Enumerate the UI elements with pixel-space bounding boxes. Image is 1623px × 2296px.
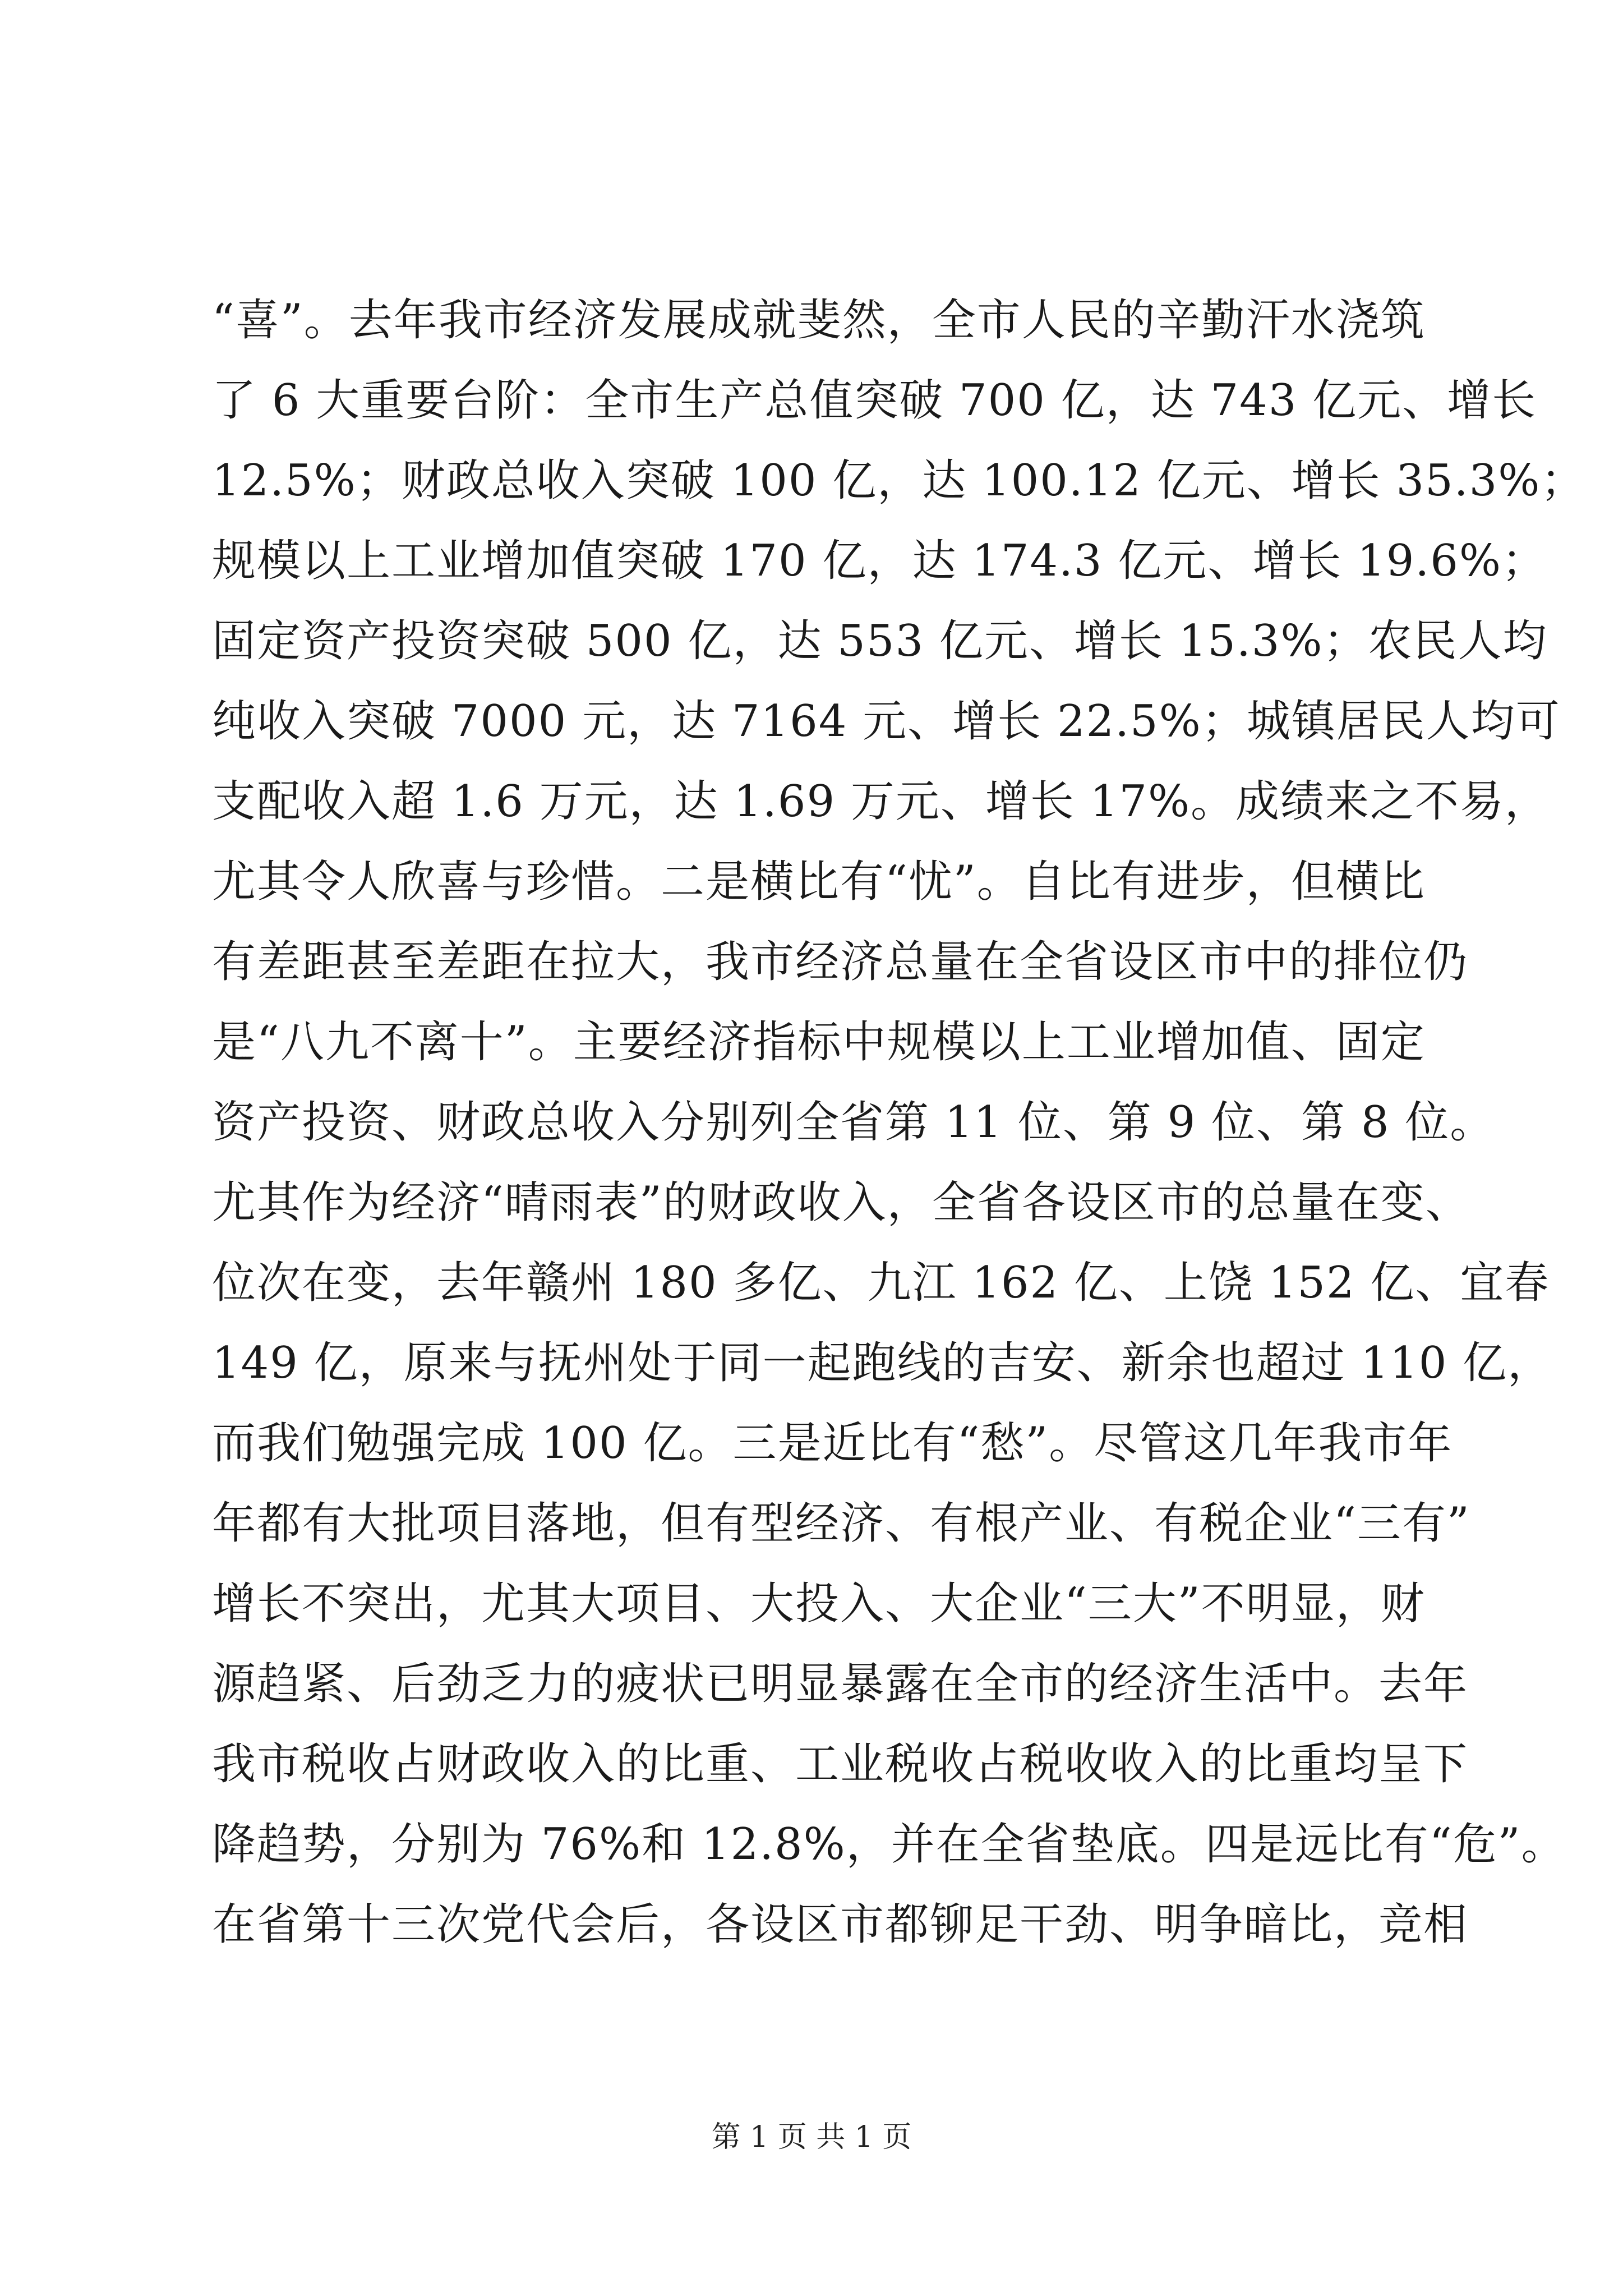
- text-line-20: 降趋势，分别为 76%和 12.8%，并在全省垫底。四是远比有“危”。: [212, 1819, 1566, 1870]
- text-line-2: 了 6 大重要台阶：全市生产总值突破 700 亿，达 743 亿元、增长: [212, 375, 1537, 426]
- text-line-6: 纯收入突破 7000 元，达 7164 元、增长 22.5%；城镇居民人均可: [212, 696, 1561, 747]
- text-line-7: 支配收入超 1.6 万元，达 1.69 万元、增长 17%。成绩来之不易，: [212, 776, 1550, 827]
- text-line-3: 12.5%；财政总收入突破 100 亿，达 100.12 亿元、增长 35.3%；: [212, 455, 1586, 506]
- body-paragraph: [212, 280, 1586, 1965]
- text-line-15: 而我们勉强完成 100 亿。三是近比有“愁”。尽管这几年我市年: [212, 1418, 1453, 1469]
- text-line-9: 有差距甚至差距在拉大，我市经济总量在全省设区市中的排位仍: [212, 937, 1469, 987]
- text-line-21: 在省第十三次党代会后，各设区市都铆足干劲、明争暗比，竞相: [212, 1899, 1469, 1950]
- text-line-18: 源趋紧、后劲乏力的疲状已明显暴露在全市的经济生活中。去年: [212, 1659, 1469, 1709]
- text-line-5: 固定资产投资突破 500 亿，达 553 亿元、增长 15.3%；农民人均: [212, 616, 1548, 666]
- page-footer: 第 1 页 共 1 页: [711, 2120, 912, 2154]
- text-line-8: 尤其令人欣喜与珍惜。二是横比有“忧”。自比有进步，但横比: [212, 857, 1426, 907]
- text-line-17: 增长不突出，尤其大项目、大投入、大企业“三大”不明显，财: [212, 1579, 1426, 1629]
- text-line-19: 我市税收占财政收入的比重、工业税收占税收收入的比重均呈下: [212, 1739, 1469, 1789]
- text-line-12: 尤其作为经济“晴雨表”的财政收入，全省各设区市的总量在变、: [212, 1177, 1470, 1228]
- text-line-4: 规模以上工业增加值突破 170 亿，达 174.3 亿元、增长 19.6%；: [212, 536, 1547, 586]
- text-line-1: “喜”。去年我市经济发展成就斐然，全市人民的辛勤汗水浇筑: [212, 295, 1426, 346]
- text-line-14: 149 亿，原来与抚州处于同一起跑线的吉安、新余也超过 110 亿，: [212, 1338, 1553, 1388]
- text-line-13: 位次在变，去年赣州 180 多亿、九江 162 亿、上饶 152 亿、宜春: [212, 1258, 1550, 1308]
- text-line-11: 资产投资、财政总收入分别列全省第 11 位、第 9 位、第 8 位。: [212, 1097, 1495, 1148]
- text-line-16: 年都有大批项目落地，但有型经济、有根产业、有税企业“三有”: [212, 1498, 1470, 1549]
- text-line-10: 是“八九不离十”。主要经济指标中规模以上工业增加值、固定: [212, 1017, 1426, 1068]
